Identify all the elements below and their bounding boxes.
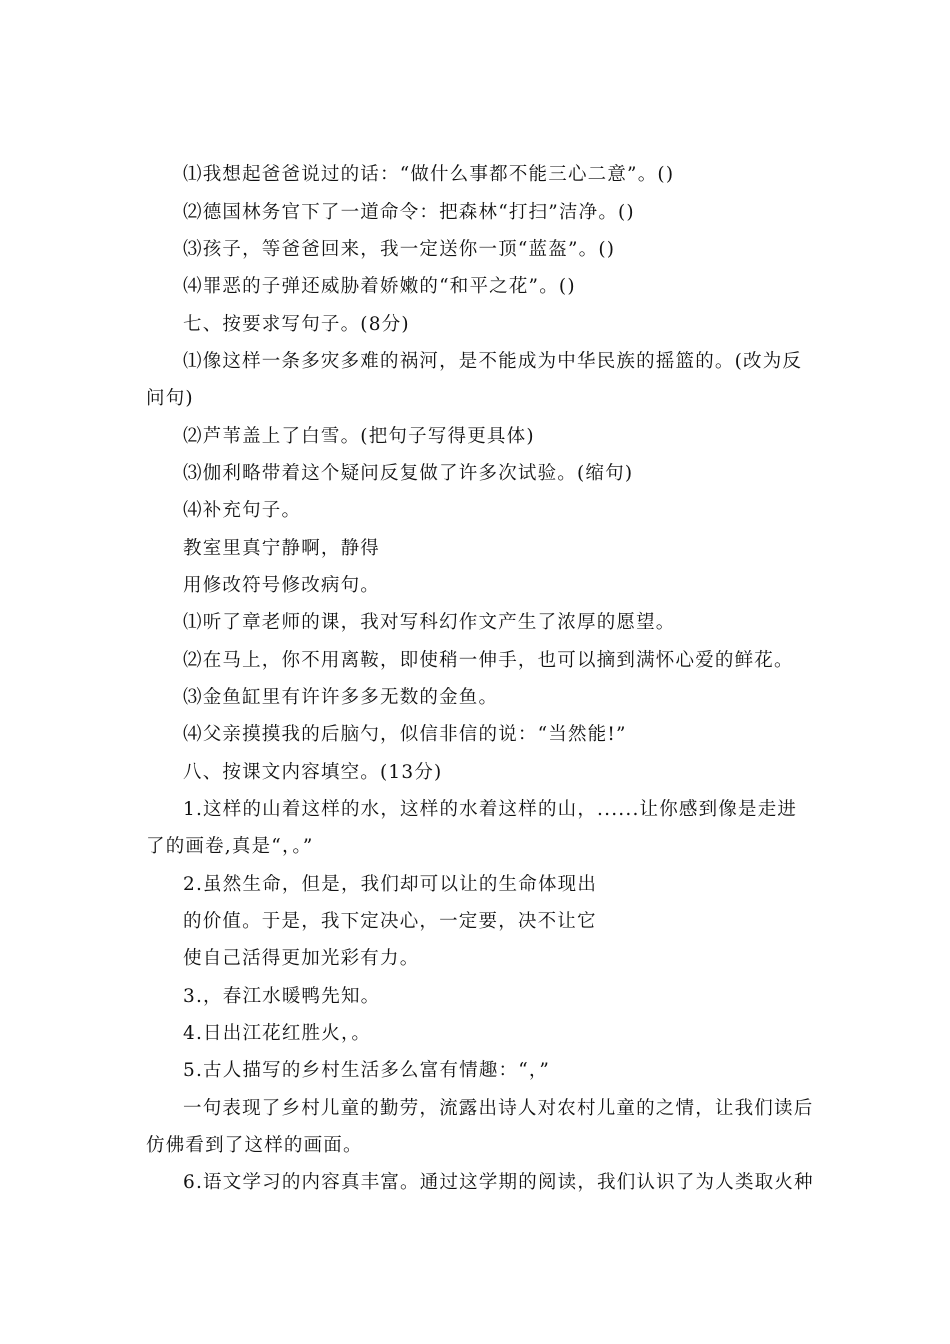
question-line: 5.古人描写的乡村生活多么富有情趣：“，”: [183, 1060, 551, 1081]
question-line: ⑴听了章老师的课，我对写科幻作文产生了浓厚的愿望。: [183, 612, 676, 633]
question-line: 教室里真宁静啊，静得: [183, 538, 381, 559]
section-heading: 八、按课文内容填空。(13分): [183, 762, 443, 783]
question-line: ⑶金鱼缸里有许许多多无数的金鱼。: [183, 687, 499, 708]
question-line: ⑵芦苇盖上了白雪。(把句子写得更具体): [183, 426, 535, 447]
question-line: 的价值。于是，我下定决心，一定要，决不让它: [183, 911, 597, 932]
question-line: 用修改符号修改病句。: [183, 575, 381, 596]
question-line: ⑵德国林务官下了一道命令：把森林“打扫”洁净。(): [183, 202, 635, 223]
question-line: ⑷补充句子。: [183, 500, 302, 521]
question-line: ⑶孩子，等爸爸回来，我一定送你一顶“蓝盔”。(): [183, 239, 616, 260]
question-line: ⑶伽利略带着这个疑问反复做了许多次试验。(缩句): [183, 463, 634, 484]
section-heading: 七、按要求写句子。(8分): [183, 314, 410, 335]
question-line: ⑴像这样一条多灾多难的祸河，是不能成为中华民族的摇篮的。(改为反: [183, 351, 803, 372]
question-line-continuation: 问句): [146, 388, 194, 409]
question-line: 1.这样的山着这样的水，这样的水着这样的山，......让你感到像是走进: [183, 799, 798, 820]
question-line: ⑴我想起爸爸说过的话：“做什么事都不能三心二意”。(): [183, 164, 675, 185]
question-line: 3.，春江水暖鸭先知。: [183, 986, 381, 1007]
question-line: 4.日出江花红胜火，。: [183, 1023, 372, 1044]
question-line: ⑵在马上，你不用离鞍，即使稍一伸手，也可以摘到满怀心爱的鲜花。: [183, 650, 794, 671]
question-line: ⑷罪恶的子弹还威胁着娇嫩的“和平之花”。(): [183, 276, 576, 297]
question-line: 使自己活得更加光彩有力。: [183, 948, 420, 969]
question-line-continuation: 了的画卷,真是“，。”: [146, 836, 314, 857]
question-line: 6.语文学习的内容真丰富。通过这学期的阅读，我们认识了为人类取火种: [183, 1172, 814, 1193]
question-line-continuation: 仿佛看到了这样的画面。: [146, 1135, 363, 1156]
question-line: 一句表现了乡村儿童的勤劳，流露出诗人对农村儿童的之情，让我们读后: [183, 1098, 814, 1119]
question-line: 2.虽然生命，但是，我们却可以让的生命体现出: [183, 874, 598, 895]
question-line: ⑷父亲摸摸我的后脑勺，似信非信的说：“当然能!”: [183, 724, 627, 745]
